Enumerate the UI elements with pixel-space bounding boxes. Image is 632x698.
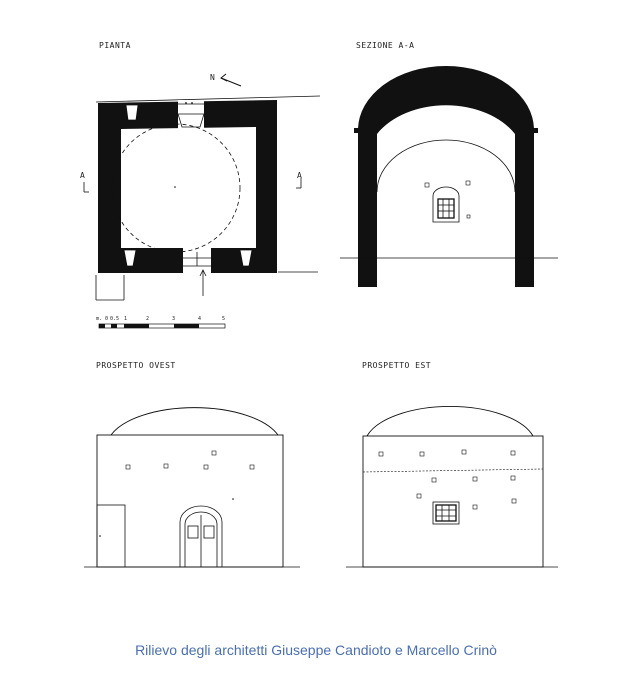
svg-text:4: 4 [198,316,202,322]
east-window [433,502,459,524]
plan-title: PIANTA [99,41,131,50]
svg-text:3: 3 [172,316,176,322]
west-elevation [84,361,300,567]
dome-projection [112,124,240,252]
north-label: N [210,73,216,82]
caption: Rilievo degli architetti Giuseppe Candioto e Marcello Crinò [135,642,497,658]
section-window [433,187,459,222]
section-title: SEZIONE A-A [356,41,415,50]
svg-text:A: A [80,171,86,180]
section-vault [358,66,534,287]
section-view [340,41,558,287]
plan-view [80,41,320,328]
svg-text:1: 1 [124,316,128,322]
section-mark-left [80,171,89,192]
svg-text:5: 5 [222,316,226,322]
west-door [180,506,222,567]
west-title: PROSPETTO OVEST [96,361,176,370]
svg-text:0.5: 0.5 [110,316,120,322]
east-title: PROSPETTO EST [362,361,432,370]
svg-text:m. 0: m. 0 [96,316,109,322]
scale-bar [96,316,225,328]
north-arrow-icon [210,73,241,86]
east-elevation [346,361,558,567]
section-mark-right [296,171,302,188]
svg-text:2: 2 [146,316,150,322]
svg-text:A: A [297,171,303,180]
